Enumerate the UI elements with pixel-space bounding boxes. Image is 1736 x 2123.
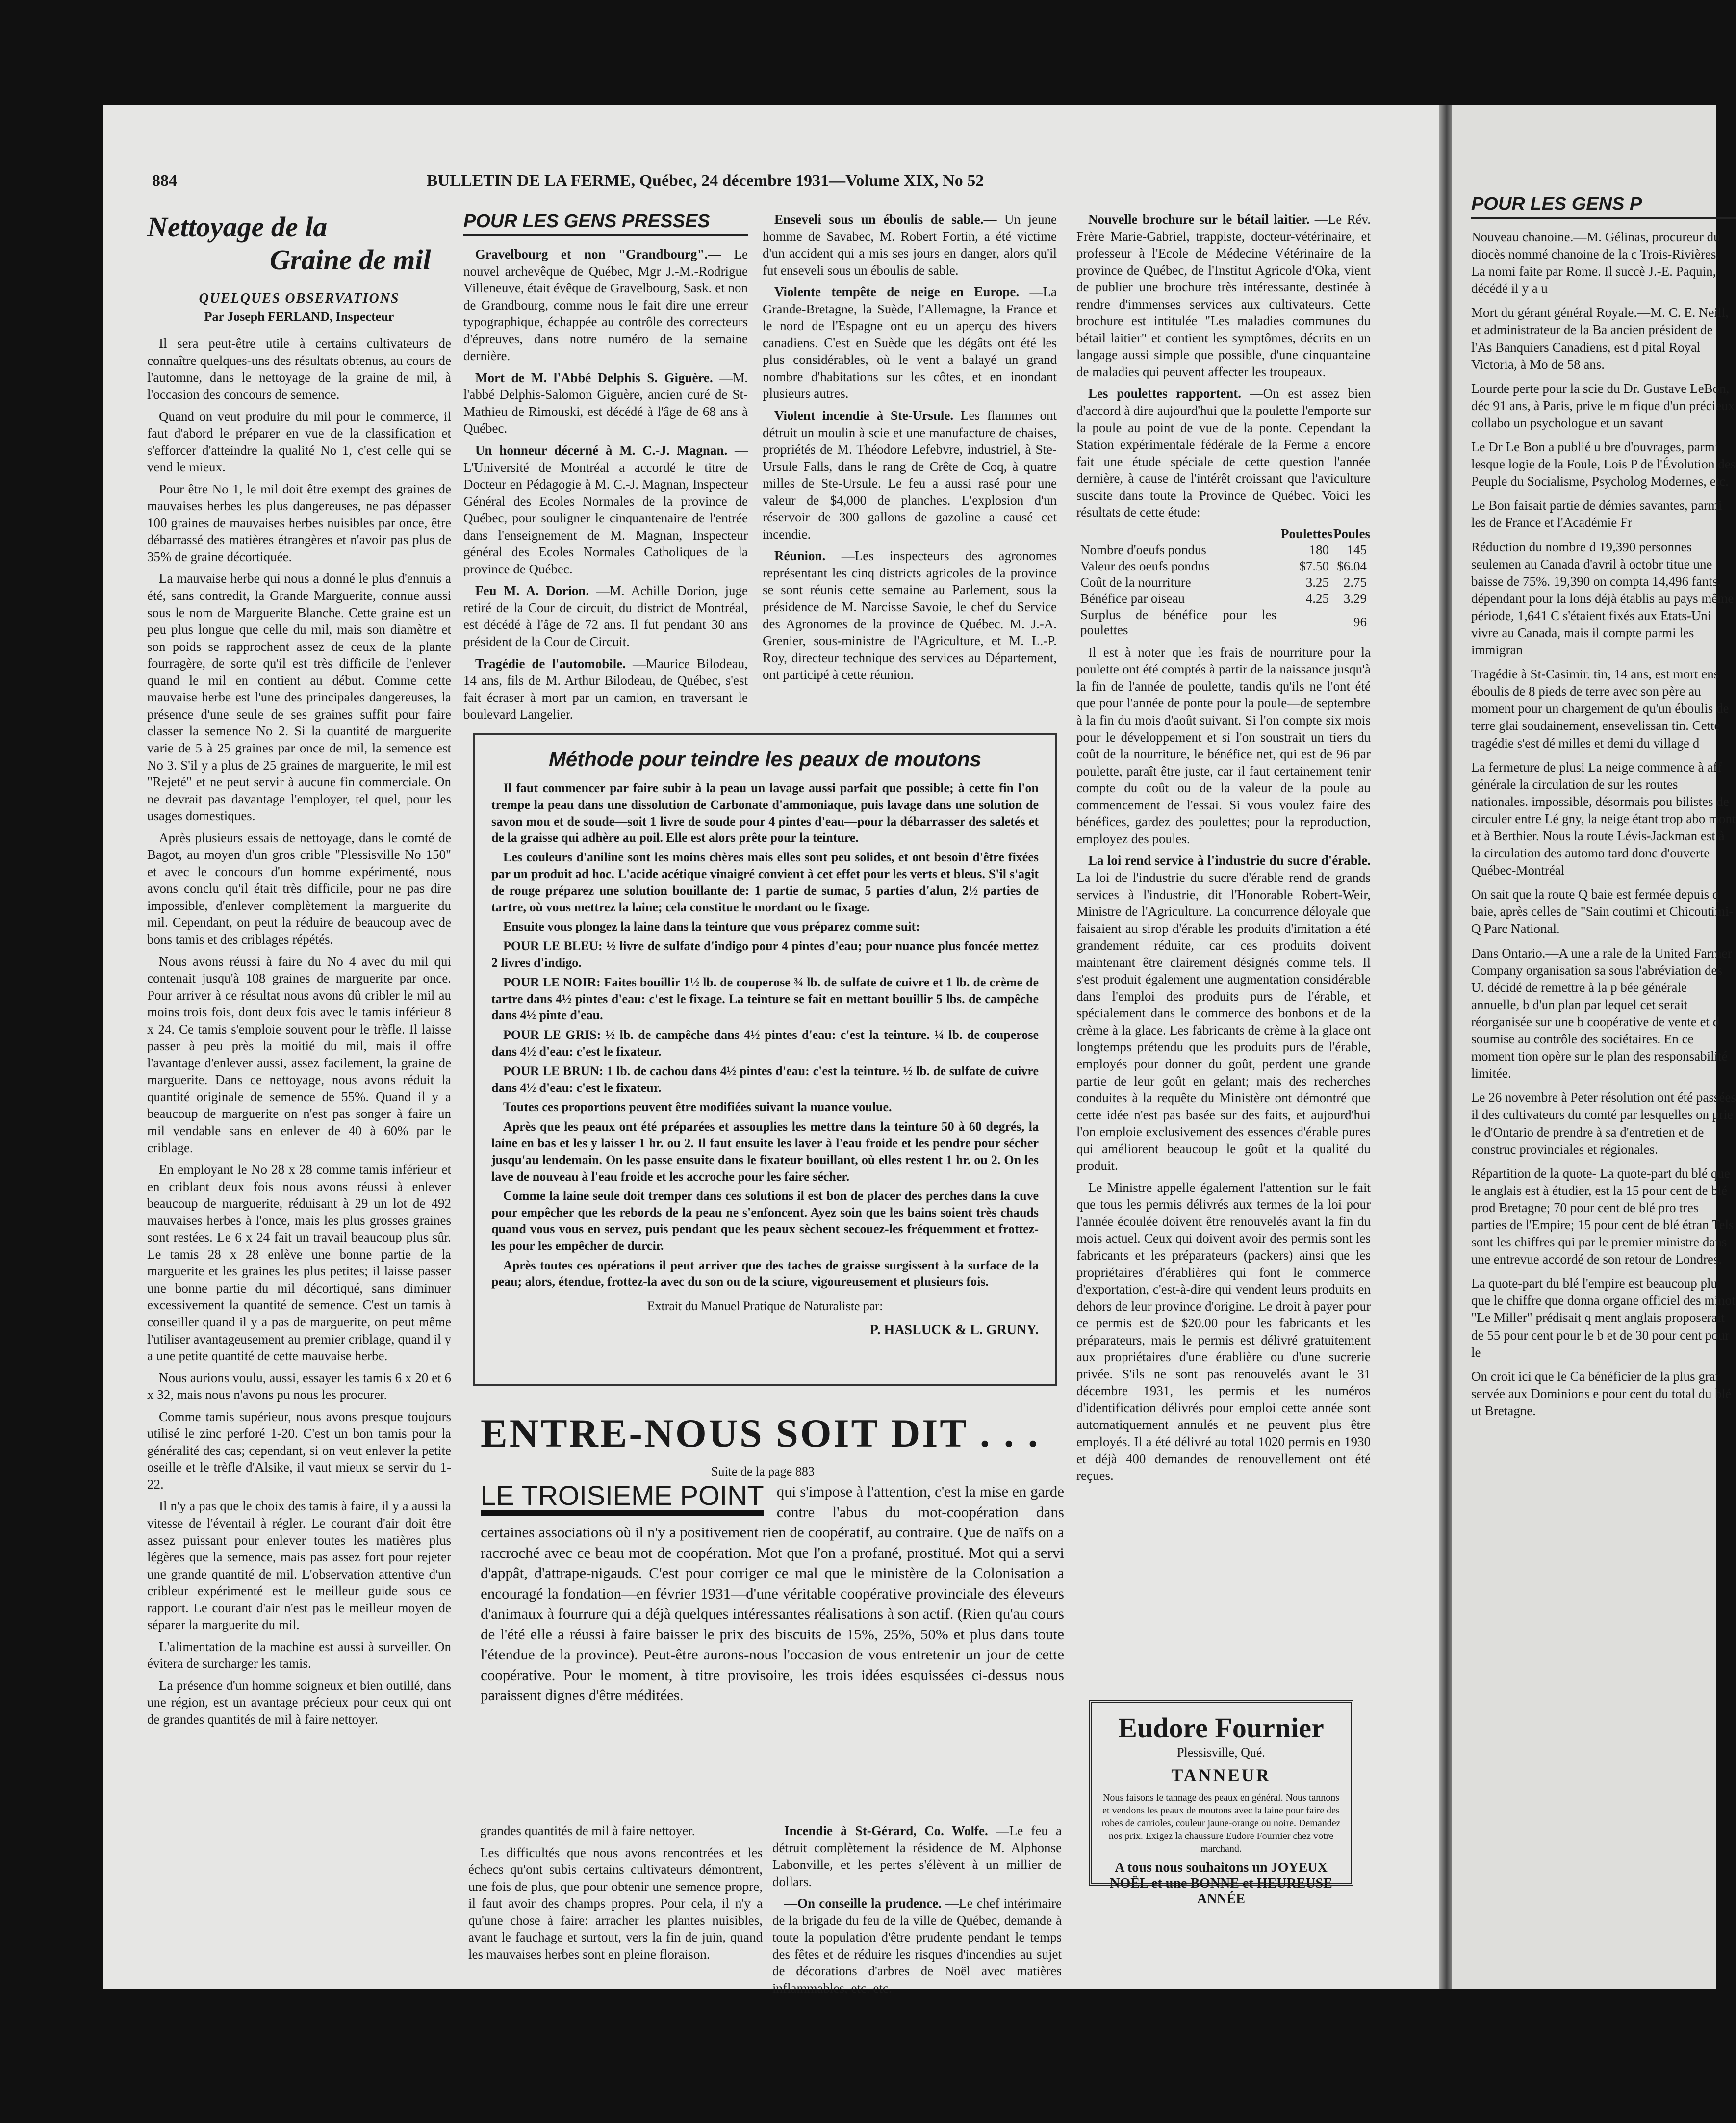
news-item [463,582,748,650]
news-item-title: Feu M. A. Dorion. [475,583,589,598]
paragraph: Mort du gérant général Royale.—M. C. E. Neill, et administrateur de la Ba ancien président de l'As Banquiers Canadiens, est d pital Royal Victoria, à Mo de 58 ans. [1471,305,1729,372]
adjacent-column [1471,194,1736,1426]
news-item [772,1895,1062,1996]
paragraph: Toutes ces proportions peuvent être modifiées suivant la nuance voulue. [503,1100,892,1114]
entre-nous-headline: ENTRE-NOUS SOIT DIT . . . [481,1411,1040,1455]
news-item-title: Enseveli sous un éboulis de sable.— [774,212,997,227]
table-cell: 145 [1347,542,1367,557]
news-item [763,547,1057,683]
news-item-text: La loi de l'industrie du sucre d'érable rend de grands services à l'industrie, dit l'Honorable Robert-Weir, Ministre de l'Agriculture. La concurrence déloyale que faisaient au sirop d'érable les produits d'imitation a été grandement réduite, car ces produits doivent maintenant être clairement désignés comme tels. Il s'est produit également une augmentation considérable dans l'emploi des produits purs de l'érable, et spécialement dans le commerce des bonbons et de la crème à la glace. Les fabricants de crème à la glace ont longtemps prétendu que les produits purs de l'érable, employés pour donner du goût, perdent une grande partie de leur goût en gelant; mais des recherches conduites à la requête du Ministère ont démontré que cette idée n'est pas basée sur des faits, et aujourd'hui l'on emploie exclusivement des essences d'érable pures qui améliorent beaucoup le goût et la qualité du produit. [1076,870,1371,1173]
news-item [463,246,748,364]
paragraph: Réduction du nombre d 19,390 personnes seulemen au Canada d'avril à octobr titue une baisse de 75%. 19,390 on compta 14,496 fants, dépendant pour la lons déjà établis au pays même période, 1,641 C s'étaient fixés aux Etats-Uni vivre au Canada, mais il compte parmi les immigran [1471,539,1734,658]
paragraph: Le Dr Le Bon a publié u bre d'ouvrages, parmi lesque logie de la Foule, Lois P de l'Évolution des Peuple du Socialisme, Psycholog Modernes, etc. [1471,440,1736,489]
paragraph: On sait que la route Q baie est fermée depuis q baie, après celles de "Sain coutimi et Chicoutimi-Q Parc National. [1471,887,1734,936]
paragraph: Tragédie à St-Casimir. tin, 14 ans, est mort ens éboulis de 8 pieds de terre avec son père au moment pour un chargement de qu'un éboulis de terre glai soudainement, ensevelissan tin. Cette tragédie s'est dé milles et demi du village d [1471,667,1729,751]
paragraph: grandes quantités de mil à faire nettoyer. [480,1823,695,1838]
article-body [147,335,451,1728]
ad-name: Eudore Fournier [1118,1712,1324,1744]
entre-nous-suite: Suite de la page 883 [711,1464,815,1478]
column-body-2 [1076,644,1371,1484]
table-row [1076,591,1371,607]
entre-nous-text: qui s'impose à l'attention, c'est la mise en garde contre l'abus du mot-coopération dans certaines associations où il n'y a positivement rien de coopératif, au contraire. Que de naïfs on a raccroché avec ce beau mot de coopération. Mot que l'on a profané, prostitué. Mot qui a servi d'appât, d'attrape-nigauds. C'est pour corriger ce mal que le ministère de la Colonisation a encouragé la fondation—en février 1931—d'une véritable coopérative provinciale des éleveurs d'animaux à fourrure qui a déjà quelques intéressantes réalisations à son actif. (Rien qu'au cours de l'été elle a réussi à faire baisser le prix des biscuits de 15%, 25%, 50% et plus dans toute l'étendue de la province). Peut-être aurons-nous l'occasion de vous entretenir un jour de cette coopérative. Pour le moment, à titre provisoire, les trois idées esquissées ci-dessus nous paraissent dignes d'être méditées. [481,1483,1064,1704]
table-cell [1280,607,1333,638]
bottom-news-body [772,1822,1062,1996]
ad-trade: TANNEUR [1171,1765,1271,1785]
table-cell: Surplus de bénéfice pour les poulettes [1080,607,1277,637]
paragraph: POUR LE GRIS: ½ lb. de campêche dans 4½ pintes d'eau: c'est la teinture. ¼ lb. de couperose dans 4½ d'eau: c'est le fixateur. [491,1028,1039,1059]
table-row [1076,558,1371,574]
paragraph: Répartition de la quote- La quote-part du blé que le anglais est à étudier, est la 15 pour cent de blé prod Bretagne; 70 pour cent de blé pro tres parties de l'Empire; 15 pour cent de blé étran Tels sont les chiffres qui par le premier ministre dans une entrevue accordé de son retour de Londres. [1471,1165,1734,1267]
news-item-title: Incendie à St-Gérard, Co. Wolfe. [784,1823,988,1838]
table-cell: Bénéfice par oiseau [1080,591,1185,606]
news-item-text: Le Ministre appelle également l'attention sur le fait que tous les permis délivrés aux termes de la loi pour l'année écoulée doivent être renouvelés avant la fin du mois actuel. Ceux qui doivent avoir des permis sont les fabricants et les préparateurs (packers) ainsi que les propriétaires d'érablières qui font le commerce d'exportation, c'est-à-dire qui vendent leurs produits en dehors de leur province d'origine. Le droit à payer pour ce permis est de $20.00 pour les fabricants et les préparateurs, mais le permis est délivré gratuitement aux propriétaires d'une érablière ou d'une sucrerie privée. S'ils ne sont pas renouvelés avant le 31 décembre 1931, les permis et les numéros d'identification délivrés pour emploi cette année sont automatiquement annulés et ne peuvent plus être employés. Il a été délivré au total 1020 permis en 1930 et déjà 400 demandes de renouvellement ont été reçues. [1076,1180,1371,1483]
news-item-title: Un honneur décerné à M. C.-J. Magnan. [475,443,728,458]
paragraph: POUR LE NOIR: Faites bouillir 1½ lb. de couperose ¾ lb. de sulfate de cuivre et 1 lb. de crème de tartre dans 4½ pintes d'eau: c'est le fixage. La teinture se fait en mettant bouillir 5 lbs. de campêche dans 4½ pinte d'eau. [491,975,1039,1023]
paragraph: Il faut commencer par faire subir à la peau un lavage aussi parfait que possible; à cette fin l'on trempe la peau dans une dissolution de Carbonate d'ammoniaque, puis lavage dans une solution de savon mou et de soude—soit 1 livre de soude pour 4 pintes d'eau—pour la débarrasser des saletés et de la graisse qui adhère au poil. Elle est alors prête pour la teinture. [491,781,1039,845]
paragraph: POUR LE BRUN: 1 lb. de cachou dans 4½ pintes d'eau: c'est la teinture. ½ lb. de sulfate de cuivre dans 4½ d'eau: c'est le fixateur. [491,1063,1039,1095]
table-row [1076,542,1371,558]
ad-location: Plessisville, Qué. [1177,1745,1265,1760]
poulettes-table [1076,526,1371,638]
paragraph: Nous avons réussi à faire du No 4 avec du mil qui contenait jusqu'à 108 graines de marguerite par once. Pour arriver à ce résultat nous avons dû cribler le mil au moins trois fois, dont deux fois avec le tamis inférieur 8 x 24. Ce tamis s'emploie souvent pour le trèfle. Il laisse passer à peu près la moitié du mil, mais il offre l'avantage d'enlever aussi, assez facilement, la graine de marguerite. Dans ce nettoyage, nous avons réduit la quantité originale de semence de 55%. Quand il y a beaucoup de marguerite on n'est pas songer à faire un mil vendable sans en enlever de 40 à 60% par le criblage. [147,954,451,1155]
article-title-line1: Nettoyage de la [147,211,328,243]
news-item-text: —On est assez bien d'accord à dire aujourd'hui que la poulette l'emporte sur la poule au point de vue de la ponte. Cependant la Station expérimentale fédérale de la Ferme a encore fait une étude spéciale de cette question l'année dernière, à cause de l'intérêt croissant que l'aviculture suscite dans toute la Province de Québec. Voici les résultats de cette étude: [1076,386,1371,520]
news-item-text: Les flammes ont détruit un moulin à scie et une manufacture de chaises, propriétés de M. Théodore Lefebvre, industriel, à Ste-Ursule Falls, dans le rang de Crête de Coq, à quatre milles de Ste-Ursule. Le feu a aussi rasé pour une valeur de $4,000 de planches. L'explosion d'un réservoir de 300 gallons de gazoline a causé cet incendie. [763,408,1057,542]
news-item-text: —Le feu a détruit complètement la résidence de M. Alphonse Labonville, et les pertes s'élèvent à un millier de dollars. [772,1823,1062,1889]
paragraph: Comme tamis supérieur, nous avons presque toujours utilisé le zinc perforé 1-20. C'est un bon tamis pour la généralité des cas; cependant, si on veut enlever la petite oseille et le trèfle d'Alsike, il vaut mieux se servir du 1-22. [147,1409,451,1492]
adjacent-heading: POUR LES GENS P [1471,194,1736,219]
news-item-title: La loi rend service à l'industrie du sucre d'érable. [1088,853,1371,868]
news-item-text: —La Grande-Bretagne, la Suède, l'Allemagne, la France et le nord de l'Espagne ont eu un aperçu des hivers canadiens. C'est en Suède que les dégâts ont été les plus considérables, où le vent a balayé un grand nombre d'habitations sur les côtes, et en inondant plusieurs autres. [763,285,1057,401]
news-item-text: —Le chef intérimaire de la brigade du feu de la ville de Québec, demande à toute la population d'être prudente pendant le temps des fêtes et de réduire les risques d'incendies au sujet de décorations d'arbres de Noël avec matières inflammables, etc. etc. [772,1896,1062,1995]
paragraph: Après plusieurs essais de nettoyage, dans le comté de Bagot, au moyen d'un gros crible "Plessisville No 150" et avec le concours d'un homme expérimenté, nous avons conclu qu'il était très difficile, pour ne pas dire impossible, d'enlever complètement la marguerite du mil. Cependant, on peut la réduire de beaucoup avec de bons tamis et des criblages répétés. [147,830,451,947]
entre-nous-body [481,1481,1064,1706]
news-item [1076,211,1371,380]
column-agriculture [1076,211,1371,1683]
paragraph: Le Bon faisait partie de démies savantes, parmi les de France et l'Académie Fr [1471,498,1722,530]
table-cell: $6.04 [1337,558,1367,573]
paragraph: POUR LE BLEU: ½ livre de sulfate d'indigo pour 4 pintes d'eau; pour nuance plus foncée mettez 2 livres d'indigo. [491,939,1039,970]
entre-nous-kicker: LE TROISIEME POINT [481,1481,764,1516]
news-item [772,1822,1062,1890]
box-title: Méthode pour teindre les peaux de moutons [548,748,982,771]
paragraph: Comme la laine seule doit tremper dans ces solutions il est bon de placer des perches dans la cuve pour empêcher que les rebords de la peau ne s'enfoncent. Ayez soin que les bains soient très chauds quand vous vous en servez, puis pendant que les peaux sèchent secouez-les fréquemment et frottez-les pour les empêcher de durcir. [491,1189,1039,1253]
paragraph: Il n'y a pas que le choix des tamis à faire, il y a aussi la vitesse de l'éventail à régler. Le courant d'air doit être assez puissant pour enlever toutes les matières plus légères que la semence, mais pas assez fort pour rejeter une grande quantité de mil. L'observation attentive d'un cribleur expérimenté est le meilleur guide sous ce rapport. Le courant d'air n'est pas le meilleur moyen de séparer la marguerite du mil. [147,1499,451,1632]
news-item-title: Réunion. [774,548,826,564]
news-item-text: —M. l'abbé Delphis-Salomon Giguère, ancien curé de St-Mathieu de Rimouski, est décédé à l'âge de 68 ans à Québec. [463,370,748,436]
tanneur-advertisement [1089,1700,1353,1907]
news-item-title: Nouvelle brochure sur le bétail laitier. [1088,212,1310,227]
continuation-body [468,1822,763,1963]
column-gens-presses [463,211,748,726]
news-item [1076,1179,1371,1484]
news-item-text: —Les inspecteurs des agronomes représentant les cinq districts agricoles de la province se sont réunis cette semaine au Parlement, sous la présidence de M. Narcisse Savoie, le chef du Service des Agronomes de la province de Québec. M. J.-A. Grenier, sous-ministre de l'Agriculture, et M. L.-P. Roy, directeur technique des services au Département, ont participé à cette réunion. [763,548,1057,682]
box-source-label: Extrait du Manuel Pratique de Naturaliste par: [647,1299,883,1314]
news-item [763,211,1057,279]
table-row [1076,574,1371,591]
adjacent-page [1452,105,1736,1989]
methode-box [473,733,1057,1386]
news-item-text: —L'Université de Montréal a accordé le titre de Docteur en Pédagogie à M. C.-J. Magnan, Inspecteur Général des Ecoles Normales de la province de Québec, pour souligner le cinquantenaire de l'entrée dans l'enseignement de M. Magnan, Inspecteur général des Ecoles Normales Catholiques de la province de Québec. [463,443,748,576]
news-item-title: Violente tempête de neige en Europe. [774,285,1020,300]
table-cell: Coût de la nourriture [1080,574,1191,590]
column-news [763,211,1057,726]
article-kicker: QUELQUES OBSERVATIONS [199,291,400,307]
table-cell: Nombre d'oeufs pondus [1080,542,1206,557]
news-item [763,284,1057,402]
column-heading: POUR LES GENS PRESSES [463,211,748,236]
table-cell: $7.50 [1299,558,1329,573]
paragraph: L'alimentation de la machine est aussi à surveiller. On évitera de surcharger les tamis. [147,1639,451,1671]
ad-text: Nous faisons le tannage des peaux en général. Nous tannons et vendons les peaux de moutons avec la laine pour faire des robes de carrioles, couleur jaune-orange ou noire. Demandez nos prix. Exigez la chaussure Eudore Fournier chez votre marchand. [1101,1792,1341,1854]
news-item [1076,852,1371,1174]
paragraph: La mauvaise herbe qui nous a donné le plus d'ennuis a été, sans contredit, la Grande Marguerite, connue aussi sous le nom de Marguerite Blanche. Cette graine est un peu plus longue que celle du mil, mais son diamètre et son poids se rapprochent assez de ceux de la plante fourragère, de sorte qu'il est très difficile de l'enlever quand le mil en contient au début. Comme cette mauvaise herbe est l'une des principales dangereuses, la présence d'une seule de ses graines suffit pour faire classer la semence No 2. Si la quantité de marguerite varie de 5 à 25 graines par once de mil, la semence est No 3. S'il y a plus de 25 graines de marguerite, le mil est "Rejeté" et ne peut servir à aucune fin commerciale. On ne devrait pas davantage l'employer, tel quel, pour les usages domestiques. [147,571,451,824]
news-item-title: —On conseille la prudence. [784,1896,942,1911]
news-item-text: —Le Rév. Frère Marie-Gabriel, trappiste, docteur-vétérinaire, et professeur à l'Ecole de Médecine Vétérinaire de la province de Québec, de l'Institut Agricole d'Oka, vient de publier une brochure très intéressante, destinée à rendre d'immenses services aux cultivateurs. Cette brochure est intitulée "Les maladies communes du bétail laitier" et contient les symptômes, décrits en un langage aussi simple que possible, d'une cinquantaine de maladies qui peuvent affecter les troupeaux. [1076,212,1371,379]
news-item [1076,644,1371,848]
article-nettoyage [147,211,451,1957]
news-item-title: Tragédie de l'automobile. [475,656,626,671]
news-item-text: Un jeune homme de Savabec, M. Robert Fortin, a été victime d'un accident qui a mis ses jours en danger, alors qu'il fut enseveli sous un éboulis de sable. [763,212,1057,278]
table-header: Poules [1333,526,1370,541]
paragraph: Les difficultés que nous avons rencontrées et les échecs qu'ont subis certains cultivateurs démontrent, une fois de plus, que pour obtenir une semence propre, il faut avoir des champs propres. Pour cela, il n'y a qu'une chose à faire: arracher les plantes nuisibles, avant le fauchage et surtout, vers la fin de juin, quand les mauvaises herbes sont en pleine floraison. [468,1845,763,1962]
column-body [763,211,1057,683]
paragraph: Nouveau chanoine.—M. Gélinas, procureur du diocès nommé chanoine de la c Trois-Rivières. La nomi faite par Rome. Il succè J.-E. Paquin, décédé il y a u [1471,230,1720,296]
table-cell: Valeur des oeufs pondus [1080,558,1210,573]
paragraph: Après que les peaux ont été préparées et assouplies les mettre dans la teinture 50 à 60 degrés, la laine en bas et les y laisser 1 hr. ou 2. Il faut ensuite les laver à l'eau froide et les pendre pour sécher jusqu'au lendemain. On les passe ensuite dans le fixateur bouillant, où elles restent 1 hr. ou 2. On les lave de nouveau à l'eau froide et les accroche pour les faire sécher. [491,1119,1039,1184]
paragraph: Ensuite vous plongez la laine dans la teinture que vous préparez comme suit: [503,919,920,934]
masthead-title: BULLETIN DE LA FERME, Québec, 24 décembre 1931—Volume XIX, No 52 [427,172,984,190]
news-item [463,442,748,577]
news-item-text: —M. Achille Dorion, juge retiré de la Cour de circuit, du district de Montréal, est décédé à l'âge de 72 ans. Il fut pendant 30 ans président de la Cour de Circuit. [463,583,748,649]
table-cell: 4.25 [1305,591,1329,606]
table-cell: 3.25 [1305,574,1329,590]
paragraph: Lourde perte pour la scie du Dr. Gustave LeBon, déc 91 ans, à Paris, prive le m fique d'un précieux collabo un psychologue et un savant [1471,381,1735,430]
table-cell: 3.29 [1343,591,1367,606]
table-row [1076,607,1371,638]
article-continuation [468,1822,763,1969]
adjacent-body [1471,229,1736,1420]
paragraph: Les couleurs d'aniline sont les moins chères mais elles sont peu solides, et ont besoin d'être fixées par un produit ad hoc. L'acide acétique vinaigré convient à cet effet pour les verts et bleus. S'il s'agit de rouge préparez une solution bouillante de: 1 partie de sumac, 5 parties d'alun, 2½ parties de tartre, où vous mettrez la laine; cela constitue le mordant ou le fixage. [491,850,1039,914]
news-item-title: Mort de M. l'Abbé Delphis S. Giguère. [475,370,713,385]
news-item-text: —Maurice Bilodeau, 14 ans, fils de M. Arthur Bilodeau, de Québec, s'est fait écraser à mort par un camion, en traversant le boulevard Langelier. [463,656,748,722]
paragraph: En employant le No 28 x 28 comme tamis inférieur et en criblant deux fois nous avons réussi à enlever beaucoup de marguerite, réduisant à 29 un lot de 492 mauvaises herbes à l'once, mais les plus grosses graines sont restées. Le 6 x 24 fait un travail beaucoup plus sûr. Le tamis 28 x 28 enlève une bonne partie de la marguerite et les graines les plus petites; il laisse passer une bonne partie du mil décortiqué, sans diminuer excessivement la quantité de semence. C'est un tamis à conseiller quand il y a pas de marguerite, on peut même l'utiliser avantageusement au premier criblage, quand il y a une petite quantité de cette mauvaise herbe. [147,1162,451,1364]
news-item-title: Les poulettes rapportent. [1088,386,1241,401]
column-bottom-news [772,1822,1062,1995]
paragraph: La fermeture de plusi La neige commence à aff générale la circulation de sur les routes nationales. impossible, désormais pou bilistes de circuler entre Lé gny, la neige étant trop abo mont et à Berthier. Nous la route Lévis-Jackman est à la circulation des automo tard donc d'ouverte Québec-Montréal [1471,759,1736,878]
article-title-line2: Graine de mil [270,243,431,276]
column-body [1076,211,1371,521]
box-body [491,780,1039,1290]
news-item [1076,385,1371,520]
news-item-text: Le nouvel archevêque de Québec, Mgr J.-M.-Rodrigue Villeneuve, était évêque de Gravelbourg, Sask. et non de Grandbourg, comme nous le fait dire une erreur typographique, échappée au contrôle des correcteurs d'épreuves, dans notre numéro de la semaine dernière. [463,247,748,363]
news-item [463,369,748,437]
paragraph: Après toutes ces opérations il peut arriver que des taches de graisse surgissent à la surface de la peau; alors, étendue, frottez-la avec du son ou de la sciure, vigoureusement et plusieurs fois. [491,1258,1039,1289]
box-source-authors: P. HASLUCK & L. GRUNY. [869,1322,1039,1338]
paragraph: Nous aurions voulu, aussi, essayer les tamis 6 x 20 et 6 x 32, mais nous n'avons pu nous les procurer. [147,1370,451,1402]
table-cell: 2.75 [1343,574,1367,590]
paragraph: Il sera peut-être utile à certains cultivateurs de connaître quelques-uns des résultats obtenus, au cours de l'automne, dans le nettoyage de la graine de mil, à l'occasion des concours de semence. [147,336,451,402]
news-item [763,407,1057,543]
column-body [463,246,748,723]
article-byline: Par Joseph FERLAND, Inspecteur [204,310,394,324]
table-header [1076,526,1280,542]
news-item [463,655,748,723]
news-item-title: Gravelbourg et non "Grandbourg".— [475,247,721,261]
ad-wish: A tous nous souhaitons un JOYEUX NOËL et une BONNE et HEUREUSE ANNÉE [1110,1860,1332,1907]
paragraph: Quand on veut produire du mil pour le commerce, il faut d'abord le préparer en vue de la classification et s'efforcer d'atteindre la qualité No 1, c'est celle qui se vend le mieux. [147,409,451,475]
table-cell: 96 [1353,615,1367,630]
paragraph: La présence d'un homme soigneux et bien outillé, dans une région, est un avantage précieux pour ceux qui ont de grandes quantités de mil à faire nettoyer. [147,1678,451,1727]
paragraph: Le 26 novembre à Peter résolution ont été passées il des cultivateurs du comté par lesquelles on prie le d'Ontario de prendre à sa d'entretien et de construc provinciales et régionales. [1471,1090,1736,1157]
paragraph: La quote-part du blé l'empire est beaucoup plu que le chiffre que donna organe officiel des minot "Le Miller" prédisait q ment anglais proposerait de 55 pour cent pour le b et de 30 pour cent pour le [1471,1276,1736,1360]
newspaper-page [103,105,1447,1995]
news-item-text: Il est à noter que les frais de nourriture pour la poulette ont été comptés à partir de la naissance jusqu'à la fin de l'année de poulette, tandis qu'ils ne l'ont été que pour l'année de ponte pour la poule—de septembre à la fin du mois d'août suivant. Si l'on compte six mois pour le développement et si l'on soustrait un tiers du coût de la nourriture, le bénéfice net, qui est de 96 par poulette, paraît être juste, car il faut certainement tenir compte du coût ou de la valeur de la poule au commencement de l'essai. Si vous voulez faire des bénéfices, gardez des poulettes; pour la reproduction, employez des poules. [1076,645,1371,846]
table-cell: 180 [1309,542,1329,557]
table-header: Poulettes [1281,526,1332,541]
paragraph: Pour être No 1, le mil doit être exempt des graines de mauvaises herbes les plus dangereuses, ne pas dépasser 100 graines de mauvaises herbes nuisibles par once, être débarrassé des matières étrangères et n'avoir pas plus de 35% de graine décortiquée. [147,481,451,564]
news-item-title: Violent incendie à Ste-Ursule. [774,408,954,423]
paragraph: Dans Ontario.—A une a rale de la United Farmer Company organisation sa sous l'abréviation des U. décidé de remettre à la p bée générale annuelle, b d'un plan par lequel cet serait réorganisée sur une b coopérative de vente et d soumise au contrôle des sociétaires. En ce moment tion opère sur le plan des responsabilité limitée. [1471,945,1732,1081]
page-number: 884 [152,172,177,190]
paragraph: On croit ici que le Ca bénéficier de la plus grar servée aux Dominions e pour cent du total du blé ut Bretagne. [1471,1369,1732,1418]
